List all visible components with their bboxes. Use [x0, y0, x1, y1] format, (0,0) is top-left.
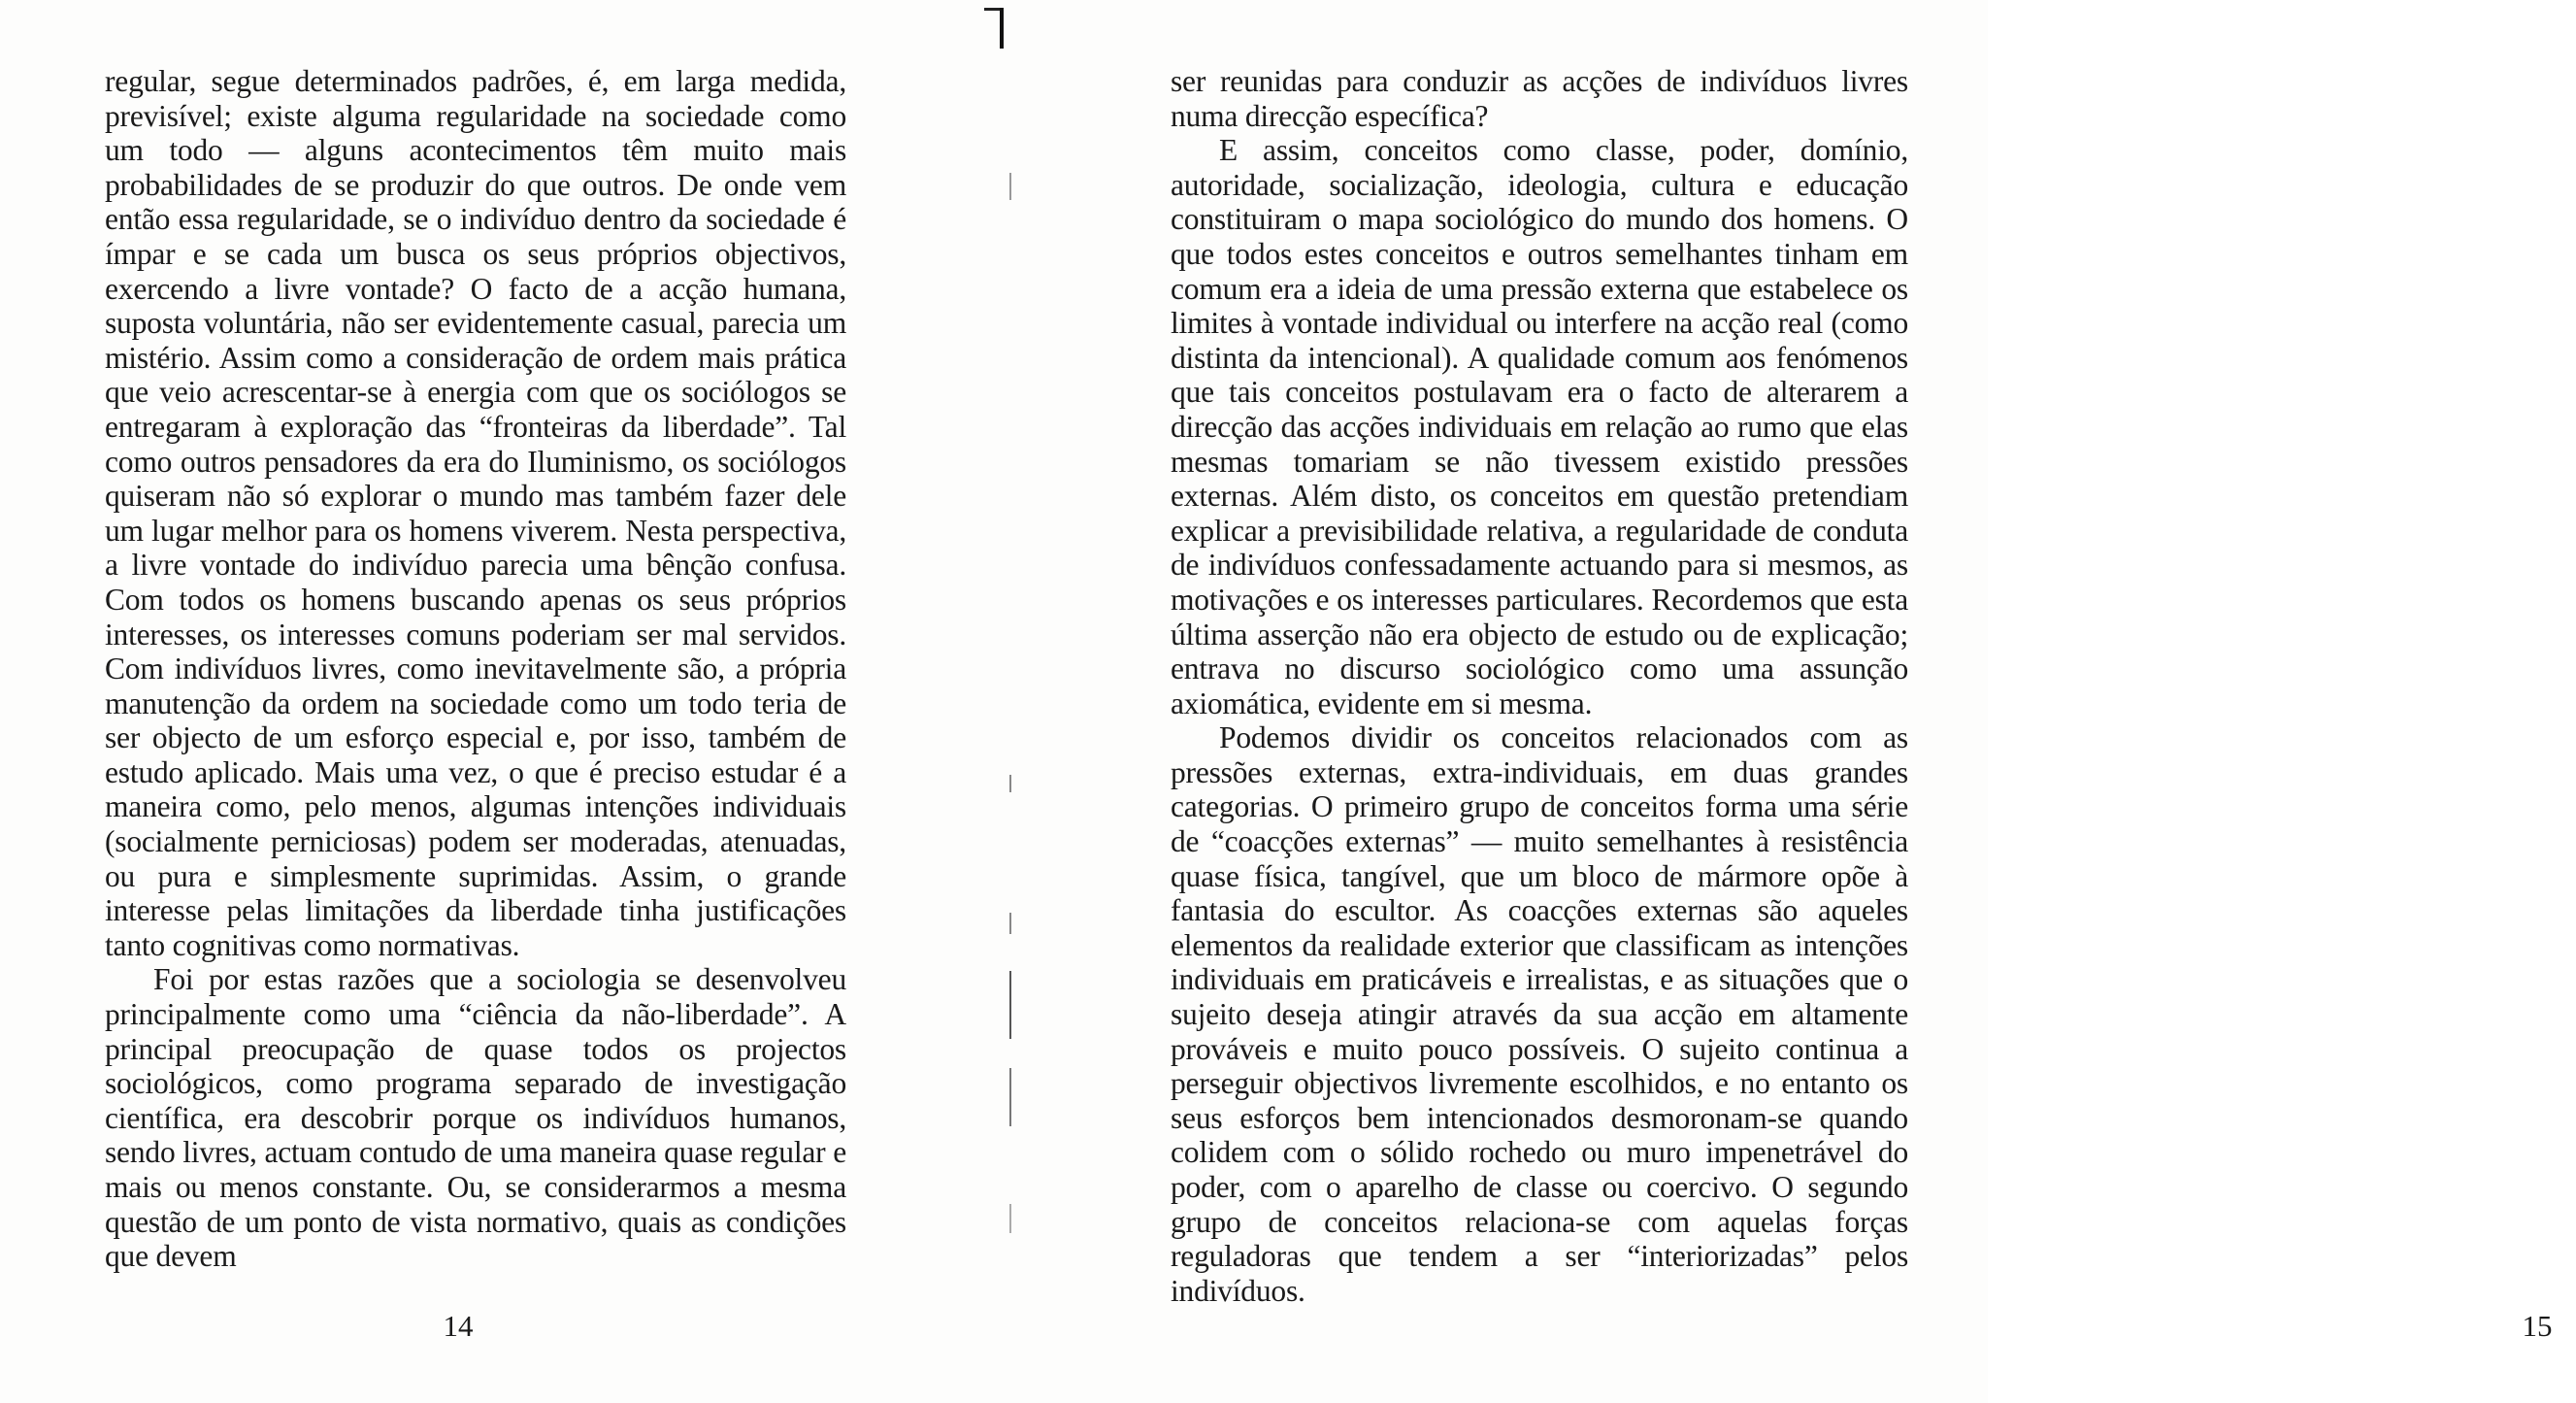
right-paragraph-3: Podemos dividir os conceitos relacionados com as pressões externas, extra-individuais, em duas grandes categorias. O primeiro grupo de conceitos forma uma série de “coacções externas” — muito semelhantes à resistência quase física, tangível, que um bloco de mármore opõe à fantasia do escultor. As coacções externas são aqueles elementos da realidade exterior que classificam as intenções individuais em praticáveis e irrealistas, e as situações que o sujeito deseja atingir através da sua acção em altamente prováveis e muito pouco possíveis. O sujeito continua a perseguir objectivos livremente escolhidos, e no entanto os seus esforços bem intencionados desmoronam-se quando colidem com o sólido rochedo ou muro impenetrável do poder, com o aparelho de classe ou coercivo. O segundo grupo de conceitos relaciona-se com aquelas forças reguladoras que tendem a ser “interiorizadas” pelos indivíduos.: [1171, 720, 1908, 1308]
gutter-shadow: [1009, 173, 1011, 200]
gutter-shadow: [1009, 971, 1011, 1039]
gutter-shadow: [1009, 1068, 1011, 1126]
gutter-shadow: [1009, 1204, 1011, 1233]
left-page: [0, 0, 994, 1403]
gutter-shadow: [1009, 775, 1011, 792]
right-paragraph-1: ser reunidas para conduzir as acções de indivíduos livres numa direcção específica?: [1171, 64, 1908, 133]
right-page-number: 15: [2522, 1309, 2553, 1343]
right-page-text: [1171, 64, 1908, 1308]
binding-mark-stem: [1000, 8, 1004, 49]
left-paragraph-1: regular, segue determinados padrões, é, em larga medida, previsível; existe alguma regularidade na sociedade como um todo — alguns acontecimentos têm muito mais probabilidades de se produzir do que outros. De onde vem então essa regularidade, se o indivíduo dentro da sociedade é ímpar e se cada um busca os seus próprios objectivos, exercendo a livre vontade? O facto de a acção humana, suposta voluntária, não ser evidentemente casual, parecia um mistério. Assim como a consideração de ordem mais prática que veio acrescentar-se à energia com que os sociólogos se entregaram à exploração das “fronteiras da liberdade”. Tal como outros pensadores da era do Iluminismo, os sociólogos quiseram não só explorar o mundo mas também fazer dele um lugar melhor para os homens viverem. Nesta perspectiva, a livre vontade do indivíduo parecia uma bênção confusa. Com todos os homens buscando apenas os seus próprios interesses, os interesses comuns poderiam ser mal servidos. Com indivíduos livres, como inevitavelmente são, a própria manutenção da ordem na sociedade como um todo teria de ser objecto de um esforço especial e, por isso, também de estudo aplicado. Mais uma vez, o que é preciso estudar é a maneira como, pelo menos, algumas intenções individuais (socialmente perniciosas) podem ser moderadas, atenuadas, ou pura e simplesmente suprimidas. Assim, o grande interesse pelas limitações da liberdade tinha justificações tanto cognitivas como normativas.: [105, 64, 846, 962]
left-page-number: 14: [443, 1309, 474, 1343]
left-page-text: [105, 64, 846, 1274]
right-paragraph-2: E assim, conceitos como classe, poder, domínio, autoridade, socialização, ideologia, cultura e educação constituiram o mapa sociológico do mundo dos homens. O que todos estes conceitos e outros semelhantes tinham em comum era a ideia de uma pressão externa que estabelece os limites à vontade individual ou interfere na acção real (como distinta da intencional). A qualidade comum aos fenómenos que tais conceitos postulavam era o facto de alterarem a direcção das acções individuais em relação ao rumo que elas mesmas tomariam se não tivessem existido pressões externas. Além disto, os conceitos em questão pretendiam explicar a previsibilidade relativa, a regularidade de conduta de indivíduos confessadamente actuando para si mesmos, as motivações e os interesses particulares. Recordemos que esta última asserção não era objecto de estudo ou de explicação; entrava no discurso sociológico como uma assunção axiomática, evidente em si mesma.: [1171, 133, 1908, 720]
left-paragraph-2: Foi por estas razões que a sociologia se desenvolveu principalmente como uma “ciência da não-liberdade”. A principal preocupação de quase todos os projectos sociológicos, como programa separado de investigação científica, era descobrir porque os indivíduos humanos, sendo livres, actuam contudo de uma maneira quase regular e mais ou menos constante. Ou, se considerarmos a mesma questão de um ponto de vista normativo, quais as condições que devem: [105, 962, 846, 1274]
gutter-shadow: [1009, 913, 1011, 934]
